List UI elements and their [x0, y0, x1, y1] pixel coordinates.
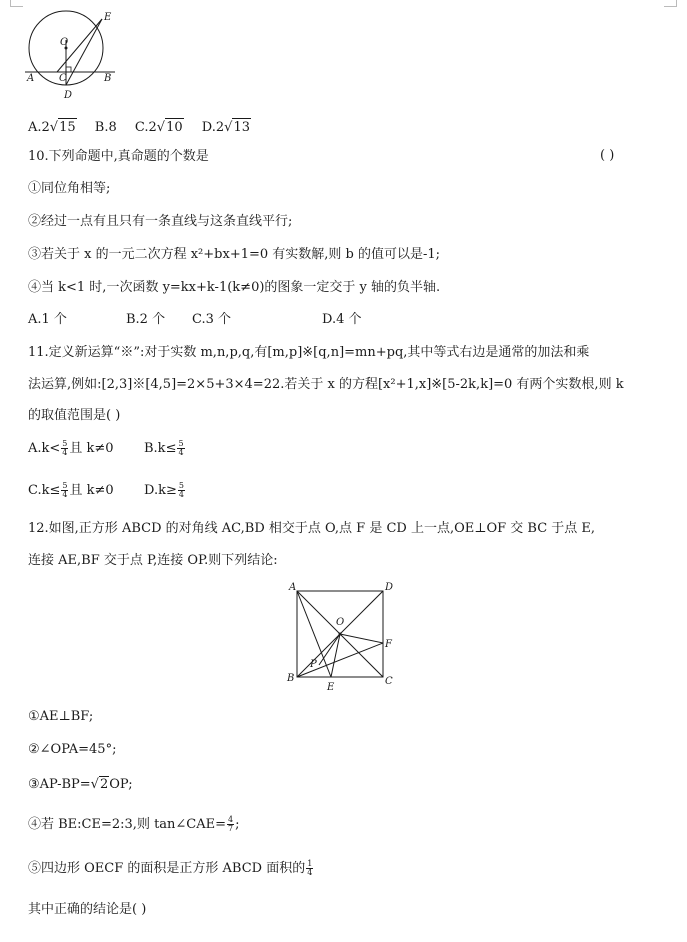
q9-option-d: D.2√13: [201, 120, 250, 135]
q11-line-3: 的取值范围是( ): [28, 408, 121, 423]
q9-option-a: A.2√15: [28, 120, 76, 135]
fig-label-O: O: [336, 617, 345, 628]
page-corner-mark-right: [664, 0, 677, 7]
fig-label-C: C: [385, 676, 393, 687]
label-A: A: [27, 73, 35, 84]
q10-option-d: D.4 个: [322, 312, 362, 327]
q12-conclusion-5: ⑤四边形 OECF 的面积是正方形 ABCD 面积的 $\frac{1}{4}$: [28, 859, 313, 877]
fig-label-F: F: [385, 639, 392, 650]
q11-option-c: C.k≤ $\frac{5}{4}$ 且 k≠0: [28, 481, 114, 499]
fig-label-A: A: [289, 582, 297, 593]
q10-statement-1: ①同位角相等;: [28, 181, 111, 196]
label-D: D: [64, 90, 73, 101]
q11-options-cd: [28, 482, 186, 500]
fig-label-P: P: [310, 659, 317, 670]
q11-options-ab: [28, 440, 186, 458]
square-figure: [283, 580, 398, 695]
q11-option-a: A.k< $\frac{5}{4}$ 且 k≠0: [28, 439, 114, 457]
label-C: C: [59, 73, 67, 84]
q10-statement-3: ③若关于 x 的一元二次方程 x²+bx+1=0 有实数解,则 b 的值可以是-1;: [28, 247, 441, 262]
q12-conclusion-1: ①AE⊥BF;: [28, 709, 94, 724]
fig-label-B: B: [287, 673, 295, 684]
q12-final-question: 其中正确的结论是( ): [28, 902, 147, 917]
q11-option-b: B.k≤ $\frac{5}{4}$: [144, 439, 184, 457]
q10-option-b: B.2 个: [126, 312, 166, 327]
q12-conclusion-4: ④若 BE:CE=2:3,则 tan∠CAE= $\frac{4}{7}$ ;: [28, 815, 240, 833]
q11-line-1: 11.定义新运算“※”:对于实数 m,n,p,q,有[m,p]※[q,n]=mn+pq,其中等式右边是通常的加法和乘: [28, 345, 590, 360]
q11-option-d: D.k≥ $\frac{5}{4}$: [144, 481, 184, 499]
label-E: E: [104, 12, 112, 23]
fig-label-D: D: [385, 582, 394, 593]
q12-line-1: 12.如图,正方形 ABCD 的对角线 AC,BD 相交于点 O,点 F 是 CD 上一点,OE⊥OF 交 BC 于点 E,: [28, 521, 596, 536]
label-O: O: [60, 37, 69, 48]
q10-answer-paren: ( ): [600, 148, 615, 163]
label-B: B: [104, 73, 112, 84]
page-corner-mark-left: [10, 0, 23, 7]
q10-stem: 10.下列命题中,真命题的个数是: [28, 149, 209, 164]
q10-option-c: C.3 个: [192, 312, 232, 327]
q10-option-a: A.1 个: [28, 312, 67, 327]
q12-line-2: 连接 AE,BF 交于点 P,连接 OP.则下列结论:: [28, 553, 278, 568]
q9-option-c: C.2√10: [134, 120, 183, 135]
q9-options: [28, 118, 251, 137]
q10-statement-2: ②经过一点有且只有一条直线与这条直线平行;: [28, 214, 293, 229]
q12-conclusion-2: ②∠OPA=45°;: [28, 742, 117, 757]
circle-figure: [20, 8, 125, 103]
q11-line-2: 法运算,例如:[2,3]※[4,5]=2×5+3×4=22.若关于 x 的方程[x²+1,x]※[5-2k,k]=0 有两个实数根,则 k: [28, 377, 624, 392]
fig-label-E: E: [327, 682, 335, 693]
q12-conclusion-3: ③AP-BP=√2OP;: [28, 777, 133, 792]
q9-option-b: B.8: [94, 120, 117, 135]
q10-statement-4: ④当 k<1 时,一次函数 y=kx+k-1(k≠0)的图象一定交于 y 轴的负半轴.: [28, 280, 441, 295]
q10-options: [28, 311, 362, 329]
